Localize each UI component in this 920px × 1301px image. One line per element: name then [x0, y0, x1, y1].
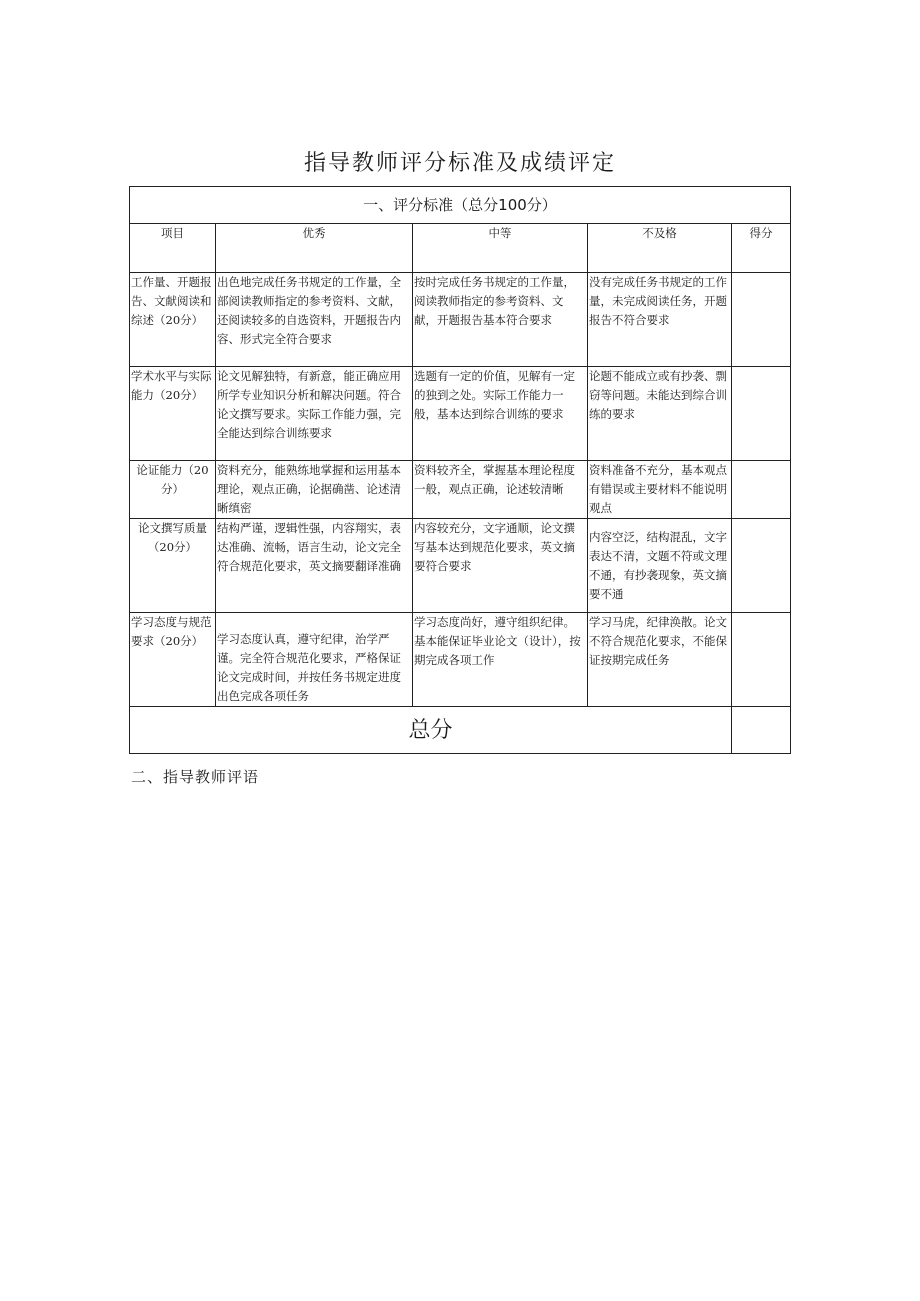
criterion-excellent: 出色地完成任务书规定的工作量，全部阅读教师指定的参考资料、文献，还阅读较多的自选资料，开题报告内容、形式完全符合要求: [216, 273, 413, 367]
criterion-fail: 资料准备不充分，基本观点有错误或主要材料不能说明观点: [588, 461, 732, 519]
criterion-medium: 内容较充分，文字通顺，论文撰写基本达到规范化要求，英文摘要符合要求: [413, 519, 588, 613]
column-header-row: [130, 224, 791, 273]
criterion-medium: 学习态度尚好，遵守组织纪律。基本能保证毕业论文（设计），按期完成各项工作: [413, 613, 588, 707]
section-one-heading: 一、评分标准（总分100分）: [130, 187, 791, 224]
score-cell[interactable]: [732, 519, 791, 613]
header-excellent: 优秀: [216, 224, 413, 273]
criterion-medium: 资料较齐全，掌握基本理论程度一般，观点正确，论述较清晰: [413, 461, 588, 519]
criterion-excellent: 资料充分，能熟练地掌握和运用基本理论，观点正确，论据确凿、论述清晰缜密: [216, 461, 413, 519]
total-label: 总分: [130, 707, 732, 754]
row-item: 论文撰写质量（20分）: [130, 519, 216, 613]
section-one-row: [130, 187, 791, 224]
criterion-excellent: 论文见解独特，有新意，能正确应用所学专业知识分析和解决问题。符合论文撰写要求。实际工作能力强，完全能达到综合训练要求: [216, 367, 413, 461]
score-cell[interactable]: [732, 273, 791, 367]
header-item: 项目: [130, 224, 216, 273]
page-title: 指导教师评分标准及成绩评定: [303, 151, 616, 176]
header-score: 得分: [732, 224, 791, 273]
row-item: 学习态度与规范要求（20分）: [130, 613, 216, 707]
criterion-fail: 没有完成任务书规定的工作量，未完成阅读任务，开题报告不符合要求: [588, 273, 732, 367]
criterion-fail: 论题不能成立或有抄袭、剽窃等问题。未能达到综合训练的要求: [588, 367, 732, 461]
criterion-medium: 选题有一定的价值，见解有一定的独到之处。实际工作能力一般，基本达到综合训练的要求: [413, 367, 588, 461]
table-row: [130, 273, 791, 367]
table-row: [130, 519, 791, 613]
criterion-excellent: 结构严谨，逻辑性强，内容翔实，表达准确、流畅，语言生动，论文完全符合规范化要求，英文摘要翻译准确: [216, 519, 413, 613]
header-fail: 不及格: [588, 224, 732, 273]
header-medium: 中等: [413, 224, 588, 273]
section-two-heading: 二、指导教师评语: [131, 768, 260, 786]
total-row: [130, 707, 791, 754]
table-row: [130, 367, 791, 461]
total-score-cell[interactable]: [732, 707, 791, 754]
criterion-fail: 内容空泛，结构混乱，文字表达不清，文题不符或文理不通，有抄袭现象，英文摘要不通: [588, 519, 732, 613]
row-item: 工作量、开题报告、文献阅读和综述（20分）: [130, 273, 216, 367]
table-row: [130, 613, 791, 707]
score-cell[interactable]: [732, 367, 791, 461]
table-row: [130, 461, 791, 519]
score-cell[interactable]: [732, 613, 791, 707]
criterion-fail: 学习马虎，纪律涣散。论文不符合规范化要求，不能保证按期完成任务: [588, 613, 732, 707]
criterion-excellent: 学习态度认真，遵守纪律，治学严谨。完全符合规范化要求，严格保证论文完成时间，并按任务书规定进度出色完成各项任务: [216, 613, 413, 707]
row-item: 学术水平与实际能力（20分）: [130, 367, 216, 461]
row-item: 论证能力（20分）: [130, 461, 216, 519]
score-cell[interactable]: [732, 461, 791, 519]
grading-rubric-table: [129, 186, 791, 754]
criterion-medium: 按时完成任务书规定的工作量，阅读教师指定的参考资料、文献，开题报告基本符合要求: [413, 273, 588, 367]
